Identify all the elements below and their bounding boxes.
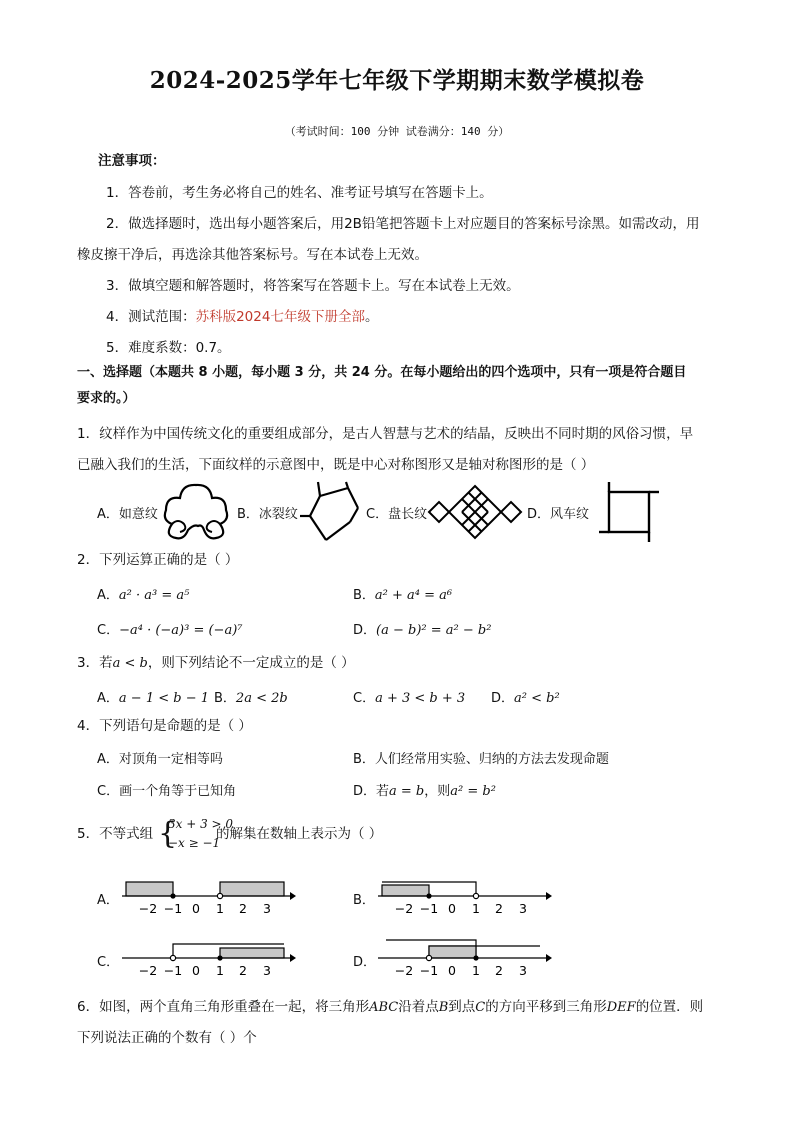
q2-option-c: C．−a⁴ · (−a)³ = (−a)⁷ (97, 623, 243, 638)
tick-label: 3 (263, 963, 271, 978)
tick-label: 0 (448, 963, 456, 978)
q1-stem-1: 1．纹样作为中国传统文化的重要组成部分，是古人智慧与艺术的结晶，反映出不同时期的风俗习惯，早 (77, 426, 694, 442)
notice-item-2-cont: 橡皮擦干净后，再选涂其他答案标号。写在本试卷上无效。 (77, 247, 428, 263)
q5-inequality-2: −x ≥ −1 (168, 836, 221, 850)
notice-item-2: 2．做选择题时，选出每小题答案后，用2B铅笔把答题卡上对应题目的答案标号涂黑。如需改动，用 (106, 216, 700, 232)
q6-stem-1: 6．如图，两个直角三角形重叠在一起，将三角形ABC沿着点B到点C的方向平移到三角形DEF的位置．则 (77, 999, 704, 1015)
q2-expr-a: a² · a³ = a⁵ (118, 588, 190, 603)
tick-label: 1 (216, 963, 224, 978)
q5-option-d-label: D． (353, 955, 377, 970)
q1-option-c: C．盘长纹 (366, 507, 428, 522)
tick-label: −1 (163, 901, 183, 916)
tick-label: 2 (495, 901, 503, 916)
q1-option-b: B．冰裂纹 (237, 507, 298, 522)
q4-option-c: C．画一个角等于已知角 (97, 784, 237, 799)
tick-label: −1 (419, 963, 439, 978)
tick-label: 2 (239, 963, 247, 978)
q4-option-d: D．若a = b，则a² = b² (353, 784, 496, 799)
windmill-pattern-figure (597, 480, 661, 544)
tick-label: −2 (138, 901, 158, 916)
notice-item-4: 4．测试范围：苏科版2024七年级下册全部。 (106, 309, 379, 325)
number-line-a (118, 872, 296, 920)
q5-stem-pre: 5．不等式组 (77, 826, 154, 842)
tick-label: 3 (519, 963, 527, 978)
q2-option-d: D．(a − b)² = a² − b² (353, 623, 492, 638)
tick-label: 1 (216, 901, 224, 916)
tick-label: −2 (394, 901, 414, 916)
section-heading: 一、选择题（本题共 8 小题，每小题 3 分，共 24 分。在每小题给出的四个选项中，只有一项是符合题目 (77, 365, 687, 380)
q5-inequality-1: 3x + 3 > 0 (168, 817, 234, 831)
tick-label: 0 (192, 963, 200, 978)
number-line-d (374, 934, 552, 982)
tick-label: 3 (263, 901, 271, 916)
number-line-c (118, 934, 296, 982)
q1-option-a: A．如意纹 (97, 507, 158, 522)
system-brace: { (158, 816, 178, 851)
q5-option-b-label: B． (353, 893, 375, 908)
tick-label: 2 (239, 901, 247, 916)
endless-knot-pattern-figure (427, 484, 523, 540)
notice-item-5: 5．难度系数：0.7。 (106, 340, 231, 356)
exam-info: （考试时间：100 分钟 试卷满分：140 分） (284, 125, 510, 138)
tick-label: 2 (495, 963, 503, 978)
q3-option-d: D．a² < b² (491, 691, 560, 706)
q3-condition: a < b (112, 656, 148, 671)
notice-heading: 注意事项： (98, 153, 166, 169)
tick-label: 0 (192, 901, 200, 916)
q5-stem-post: 的解集在数轴上表示为（ ） (216, 826, 383, 842)
q2-expr-b: a² + a⁴ = a⁶ (374, 588, 453, 603)
q3-option-b: B．2a < 2b (214, 691, 288, 706)
q1-option-d: D．风车纹 (527, 507, 590, 522)
tick-label: 0 (448, 901, 456, 916)
section-heading-cont: 要求的。） (77, 391, 136, 406)
q5-option-c-label: C． (97, 955, 120, 970)
ice-crack-pattern-figure (296, 478, 362, 544)
q2-expr-d: (a − b)² = a² − b² (376, 623, 492, 638)
number-line-b (374, 872, 552, 920)
q6-stem-2: 下列说法正确的个数有（ ）个 (77, 1030, 257, 1046)
tick-label: 1 (472, 901, 480, 916)
q1-stem-2: 已融入我们的生活，下面纹样的示意图中，既是中心对称图形又是轴对称图形的是（ ） (77, 457, 595, 473)
notice-item-1: 1．答卷前，考生务必将自己的姓名、准考证号填写在答题卡上。 (106, 185, 493, 201)
q2-expr-c: −a⁴ · (−a)³ = (−a)⁷ (119, 623, 243, 638)
page-title: 2024-2025学年七年级下学期期末数学模拟卷 (149, 67, 645, 94)
notice-item-3: 3．做填空题和解答题时，将答案写在答题卡上。写在本试卷上无效。 (106, 278, 520, 294)
scope-label: 4．测试范围： (106, 309, 196, 325)
q4-option-a: A．对顶角一定相等吗 (97, 752, 223, 767)
q3-option-c: C．a + 3 < b + 3 (353, 691, 466, 706)
q2-option-b: B．a² + a⁴ = a⁶ (353, 588, 453, 603)
q4-option-b: B．人们经常用实验、归纳的方法去发现命题 (353, 752, 609, 767)
tick-label: −2 (394, 963, 414, 978)
q4-stem: 4．下列语句是命题的是（ ） (77, 718, 252, 734)
tick-label: −2 (138, 963, 158, 978)
tick-label: 3 (519, 901, 527, 916)
q2-stem: 2．下列运算正确的是（ ） (77, 552, 239, 568)
scope-highlight: 苏科版2024七年级下册全部 (195, 309, 365, 325)
ruyi-pattern-figure (158, 480, 234, 542)
q2-option-a: A．a² · a³ = a⁵ (97, 588, 190, 603)
q3-option-a: A．a − 1 < b − 1 (97, 691, 209, 706)
q3-stem: 3．若a < b，则下列结论不一定成立的是（ ） (77, 655, 355, 671)
tick-label: −1 (163, 963, 183, 978)
tick-label: −1 (419, 901, 439, 916)
tick-label: 1 (472, 963, 480, 978)
q5-option-a-label: A． (97, 893, 119, 908)
